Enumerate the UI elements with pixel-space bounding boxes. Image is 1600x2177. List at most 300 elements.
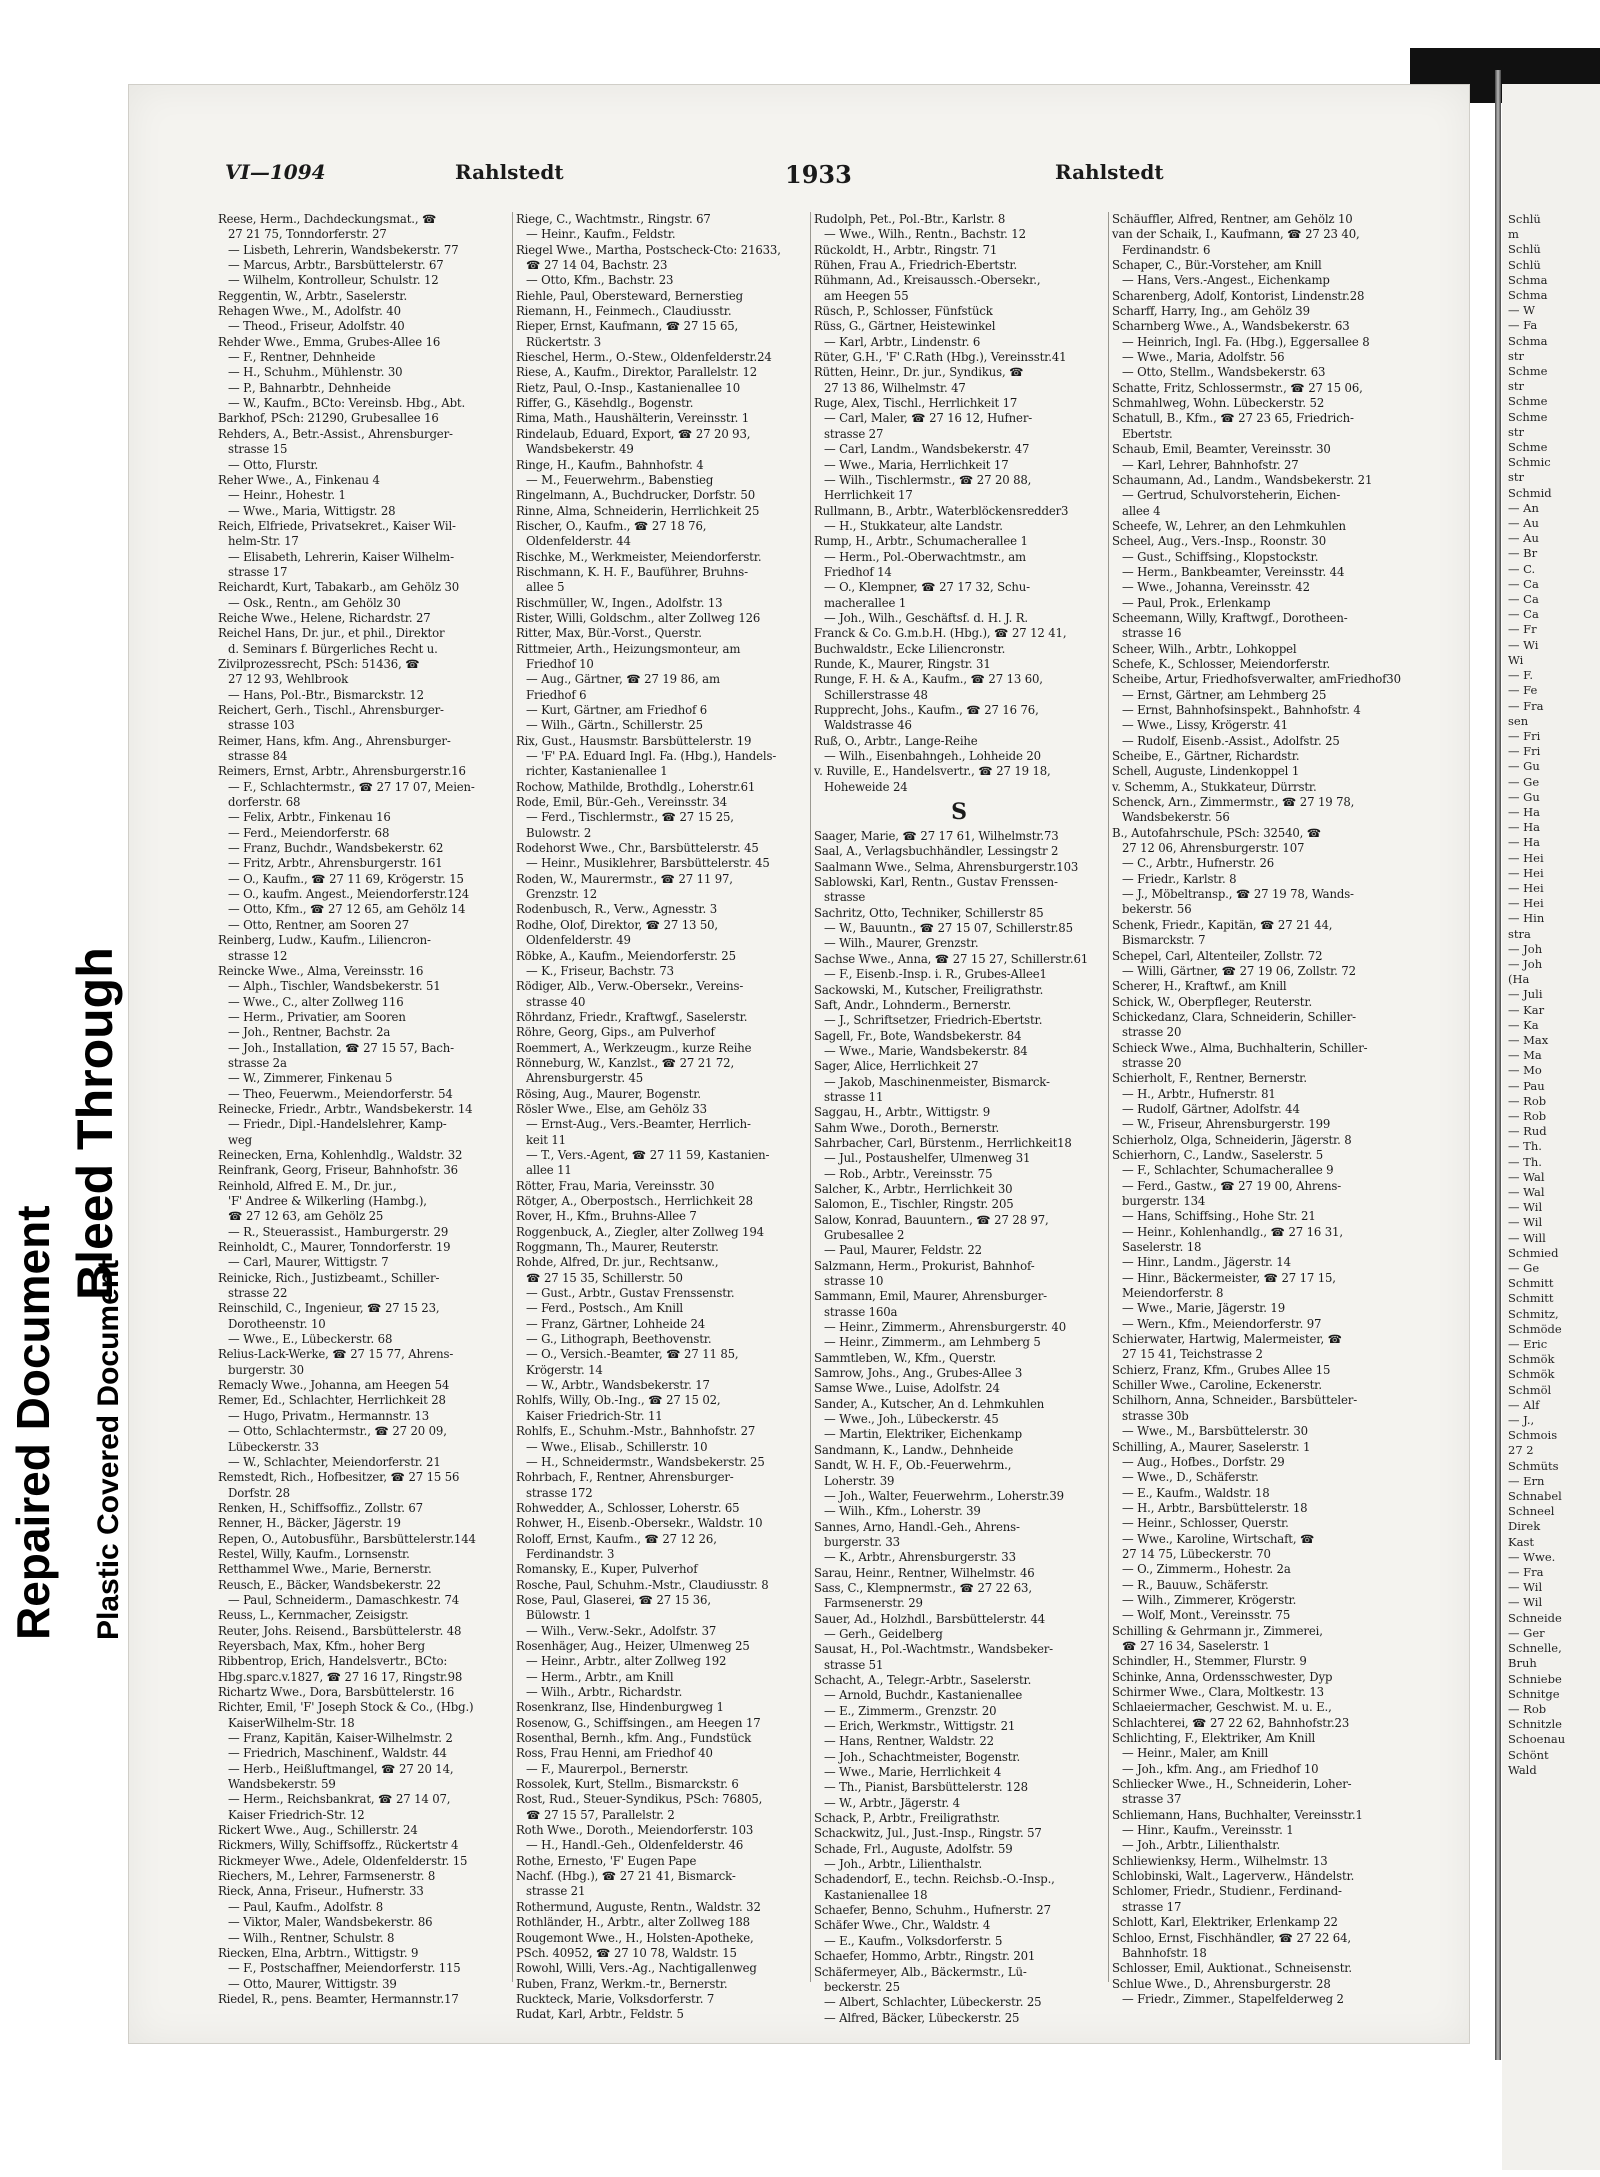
directory-entry-line: Reichert, Gerh., Tischl., Ahrensburger- — [218, 703, 444, 717]
right-page-line: — Wwe. — [1508, 1549, 1556, 1564]
page-header — [225, 160, 1465, 194]
directory-entry-line: Rönneburg, W., Kanzlst., ☎ 27 21 72, — [516, 1055, 735, 1070]
directory-entry-line: Rodhe, Olof, Direktor, ☎ 27 13 50, — [516, 917, 718, 932]
directory-entry-line: Rohwedder, A., Schlosser, Loherstr. 65 — [516, 1500, 740, 1515]
directory-entry-line: Rima, Math., Haushälterin, Vereinsstr. 1 — [516, 411, 750, 426]
directory-entry-line: Schinke, Anna, Ordensschwester, Dyp — [1112, 1669, 1333, 1684]
right-page-line: Bruh — [1508, 1656, 1537, 1671]
directory-entry-line: Ruckteck, Marie, Volksdorferstr. 7 — [516, 1991, 715, 2006]
directory-entry-line: Schackwitz, Jul., Just.-Insp., Ringstr. 57 — [814, 1826, 1042, 1841]
directory-entry-line: Schacht, A., Telegr.-Arbtr., Saselerstr. — [814, 1672, 1032, 1687]
directory-entry-line: — Paul, Schneiderm., Damaschkestr. 74 — [228, 1592, 460, 1607]
repaired-label: Repaired Document — [7, 1205, 59, 1640]
directory-entry-line: Reinecken, Erna, Kohlenhdlg., Waldstr. 32 — [218, 1147, 463, 1162]
directory-entry-line: Schirmer Wwe., Clara, Moltkestr. 13 — [1112, 1685, 1324, 1699]
bleed-through-label: Bleed Through — [67, 947, 123, 1300]
directory-entry-line: Nachf. (Hbg.), ☎ 27 21 41, Bismarck- — [516, 1869, 736, 1884]
directory-entry-line: B., Autofahrschule, PSch: 32540, ☎ — [1112, 825, 1322, 840]
directory-entry-line: — Wwe., Marie, Jägerstr. 19 — [1122, 1301, 1285, 1316]
directory-entry-line: Reese, Herm., Dachdeckungsmat., ☎ — [218, 212, 437, 226]
directory-entry-line: — Heinr., Maler, am Knill — [1122, 1746, 1269, 1761]
directory-entry-line: Sander, A., Kutscher, An d. Lehmkuhlen — [814, 1396, 1045, 1411]
directory-entry-line: — Heinr., Hohestr. 1 — [228, 488, 346, 503]
directory-entry-line: helm-Str. 17 — [228, 534, 299, 549]
directory-entry-line: — Theod., Friseur, Adolfstr. 40 — [228, 319, 405, 334]
right-page-line: — Wil — [1508, 1200, 1543, 1215]
directory-entry-line: Kaiser Friedrich-Str. 12 — [228, 1807, 365, 1822]
right-page-line: Schmök — [1508, 1367, 1555, 1382]
directory-entry-line: Rohlfs, Willy, Ob.-Ing., ☎ 27 15 02, — [516, 1393, 721, 1408]
directory-entry-line: — Wilh., Zimmerer, Krögerstr. — [1122, 1592, 1297, 1607]
directory-entry-line: 27 21 75, Tonndorferstr. 27 — [228, 227, 387, 242]
directory-entry-line: Reinecke, Friedr., Arbtr., Wandsbekerstr. 14 — [218, 1101, 473, 1116]
directory-entry-line: — Herb., Heißluftmangel, ☎ 27 20 14, — [228, 1761, 454, 1776]
directory-entry-line: Sachritz, Otto, Techniker, Schillerstr 85 — [814, 905, 1044, 920]
directory-entry-line: Schack, P., Arbtr., Freiligrathstr. — [814, 1811, 1000, 1826]
directory-entry-line: Sagell, Fr., Bote, Wandsbekerstr. 84 — [814, 1028, 1022, 1043]
directory-entry-line: Rode, Emil, Bür.-Geh., Vereinsstr. 34 — [516, 795, 727, 810]
directory-entry-line: Roggenbuck, A., Ziegler, alter Zollweg 194 — [516, 1224, 764, 1239]
directory-entry-line: Wandsbekerstr. 49 — [526, 442, 634, 457]
directory-entry-line: — Hans, Pol.-Btr., Bismarckstr. 12 — [228, 687, 424, 702]
directory-entry-line: — Wwe., D., Schäferstr. — [1122, 1470, 1259, 1485]
directory-entry-line: — Paul, Maurer, Feldstr. 22 — [824, 1243, 982, 1258]
directory-entry-line: — Elisabeth, Lehrerin, Kaiser Wilhelm- — [228, 549, 454, 564]
right-page-line: — Hei — [1508, 865, 1544, 880]
directory-entry-line: — Wolf, Mont., Vereinsstr. 75 — [1122, 1608, 1291, 1623]
right-page-line: Schmid — [1508, 485, 1552, 500]
directory-entry-line: burgerstr. 134 — [1122, 1194, 1206, 1208]
right-page-line: stra — [1508, 926, 1531, 941]
right-page-line: — Th. — [1508, 1154, 1542, 1169]
directory-entry-line: Schilhorn, Anna, Schneider., Barsbütteler- — [1112, 1393, 1358, 1408]
directory-entry-line: v. Schemm, A., Stukkateur, Dürrstr. — [1112, 779, 1317, 794]
directory-entry-line: — Wilh., Kfm., Loherstr. 39 — [824, 1504, 981, 1519]
right-page-line: — Wil — [1508, 1595, 1543, 1610]
directory-entry-line: Bahnhofstr. 18 — [1122, 1945, 1207, 1960]
right-page-line: — Ge — [1508, 1261, 1540, 1276]
directory-entry-line: Sammtleben, W., Kfm., Querstr. — [814, 1350, 997, 1365]
column-2 — [516, 212, 806, 2022]
directory-entry-line: ☎ 27 12 63, am Gehölz 25 — [228, 1209, 384, 1224]
directory-entry-line: Rosenthal, Bernh., kfm. Ang., Fundstück — [516, 1731, 752, 1746]
directory-entry-line: Repen, O., Autobusführ., Barsbüttelerstr.144 — [218, 1531, 476, 1546]
directory-entry-line: ☎ 27 15 57, Parallelstr. 2 — [526, 1807, 675, 1822]
right-page-line: — Wil — [1508, 1580, 1543, 1595]
directory-entry-line: Reuter, Johs. Reisend., Barsbüttelerstr. 48 — [218, 1623, 462, 1638]
right-page-line: — Fra — [1508, 698, 1544, 713]
directory-entry-line: Saggau, H., Arbtr., Wittigstr. 9 — [814, 1105, 991, 1120]
directory-entry-line: Rudolph, Pet., Pol.-Btr., Karlstr. 8 — [814, 212, 1006, 226]
right-page-line: Schönt — [1508, 1747, 1549, 1762]
directory-entry-line: Samrow, Johs., Ang., Grubes-Allee 3 — [814, 1366, 1023, 1381]
directory-entry-line: strasse 10 — [824, 1274, 884, 1289]
right-page-line: Schmitt — [1508, 1291, 1554, 1306]
directory-entry-line: Reyersbach, Max, Kfm., hoher Berg — [218, 1638, 425, 1653]
directory-entry-line: Rickert Wwe., Aug., Schillerstr. 24 — [218, 1823, 418, 1838]
directory-entry-line: Grubesallee 2 — [824, 1228, 905, 1242]
plastic-covered-label: Plastic Covered Document — [92, 1259, 125, 1640]
right-page-line: — F. — [1508, 668, 1533, 683]
directory-entry-line: strasse 16 — [1122, 626, 1182, 641]
directory-entry-line: am Heegen 55 — [824, 288, 909, 303]
directory-entry-line: Saal, A., Verlagsbuchhändler, Lessingstr 2 — [814, 844, 1059, 859]
directory-entry-line: Saft, Andr., Lohnderm., Bernerstr. — [814, 997, 1012, 1012]
directory-entry-line: Meiendorferstr. 8 — [1122, 1286, 1224, 1301]
directory-entry-line: Rohrbach, F., Rentner, Ahrensburger- — [516, 1470, 734, 1485]
directory-entry-line: Romansky, E., Kuper, Pulverhof — [516, 1562, 698, 1577]
directory-entry-line: — Karl, Lehrer, Bahnhofstr. 27 — [1122, 457, 1299, 472]
right-page-line: — Juli — [1508, 987, 1543, 1002]
directory-entry-line: — Wilh., Rentner, Schulstr. 8 — [228, 1930, 395, 1945]
directory-entry-line: — Ernst, Gärtner, am Lehmberg 25 — [1122, 687, 1327, 702]
directory-entry-line: — Wwe., Marie, Wandsbekerstr. 84 — [824, 1043, 1028, 1058]
right-page-line: Schma — [1508, 333, 1548, 348]
directory-entry-line: Rohde, Alfred, Dr. jur., Rechtsanw., — [516, 1255, 719, 1270]
directory-entry-line: — Joh., Rentner, Bachstr. 2a — [228, 1025, 391, 1040]
directory-entry-line: Waldstrasse 46 — [824, 718, 912, 733]
directory-entry-line: — Aug., Hofbes., Dorfstr. 29 — [1122, 1454, 1285, 1469]
right-page-line: Schme — [1508, 394, 1548, 409]
directory-entry-line: strasse 27 — [824, 426, 884, 441]
directory-entry-line: Röhre, Georg, Gips., am Pulverhof — [516, 1025, 715, 1040]
directory-entry-line: Restel, Willy, Kaufm., Lornsenstr. — [218, 1546, 410, 1561]
directory-entry-line: Rötger, A., Oberpostsch., Herrlichkeit 28 — [516, 1194, 753, 1208]
right-page-line: Schmic — [1508, 455, 1551, 470]
directory-entry-line: Reimers, Ernst, Arbtr., Ahrensburgerstr.16 — [218, 764, 466, 779]
directory-entry-line: Rothländer, H., Arbtr., alter Zollweg 188 — [516, 1915, 750, 1930]
directory-entry-line: Scharff, Harry, Ing., am Gehölz 39 — [1112, 304, 1310, 319]
directory-entry-line: Schlomer, Friedr., Studienr., Ferdinand- — [1112, 1884, 1342, 1899]
directory-entry-line: strasse 17 — [1122, 1899, 1182, 1914]
right-page-line: Schoenau — [1508, 1732, 1566, 1747]
directory-entry-line: Schenk, Friedr., Kapitän, ☎ 27 21 44, — [1112, 917, 1333, 932]
directory-entry-line: — Otto, Schlachtermstr., ☎ 27 20 09, — [228, 1424, 447, 1439]
directory-entry-line: ☎ 27 14 04, Bachstr. 23 — [526, 258, 668, 273]
directory-entry-line: Reusch, E., Bäcker, Wandsbekerstr. 22 — [218, 1577, 441, 1592]
directory-entry-line: Schindler, H., Stemmer, Flurstr. 9 — [1112, 1654, 1307, 1669]
right-page-line: — Ha — [1508, 835, 1541, 850]
right-page-line: — Fa — [1508, 318, 1538, 333]
directory-entry-line: Ahrensburgerstr. 45 — [526, 1071, 644, 1086]
directory-entry-line: — Joh., Arbtr., Lilienthalstr. — [824, 1857, 983, 1872]
directory-entry-line: — Gerh., Geidelberg — [824, 1626, 943, 1641]
directory-entry-line: v. Ruville, E., Handelsvertr., ☎ 27 19 18, — [814, 764, 1051, 779]
right-page-line: Schmitz, — [1508, 1306, 1559, 1321]
right-page-line: — J., — [1508, 1413, 1535, 1428]
directory-entry-line: — Otto, Flurstr. — [228, 457, 319, 472]
directory-entry-line: Rover, H., Kfm., Bruhns-Allee 7 — [516, 1209, 697, 1224]
directory-entry-line: Sauer, Ad., Holzhdl., Barsbüttelerstr. 44 — [814, 1611, 1046, 1626]
directory-entry-line: — H., Schneidermstr., Wandsbekerstr. 25 — [526, 1454, 765, 1469]
directory-entry-line: — Alfred, Bäcker, Lübeckerstr. 25 — [824, 2010, 1020, 2025]
right-page-line: — Fri — [1508, 728, 1541, 743]
directory-entry-line: Wandsbekerstr. 56 — [1122, 810, 1230, 825]
directory-entry-line: d. Seminars f. Bürgerliches Recht u. — [228, 641, 438, 656]
directory-entry-line: strasse 17 — [228, 564, 288, 579]
right-page-line: — Alf — [1508, 1397, 1540, 1412]
directory-entry-line: Reinicke, Rich., Justizbeamt., Schiller- — [218, 1270, 440, 1285]
directory-entry-line: — W., Kaufm., BCto: Vereinsb. Hbg., Abt. — [228, 396, 466, 411]
directory-entry-line: Rosenow, G., Schiffsingen., am Heegen 17 — [516, 1715, 761, 1730]
right-page-line: 27 2 — [1508, 1443, 1534, 1458]
right-page-line: — Ha — [1508, 820, 1541, 835]
right-page-line: — Gu — [1508, 759, 1540, 774]
directory-entry-line: Kastanienallee 18 — [824, 1887, 928, 1902]
right-page-line: — W — [1508, 303, 1535, 318]
right-page-line: Schme — [1508, 409, 1548, 424]
right-page-line: — Mo — [1508, 1063, 1542, 1078]
directory-entry-line: Schaefer, Benno, Schuhm., Hufnerstr. 27 — [814, 1903, 1051, 1918]
directory-entry-line: Oldenfelderstr. 49 — [526, 933, 631, 948]
directory-entry-line: — Otto, Stellm., Wandsbekerstr. 63 — [1122, 365, 1326, 380]
right-page-line: (Ha — [1508, 972, 1530, 987]
directory-entry-line: Sager, Alice, Herrlichkeit 27 — [814, 1059, 979, 1074]
directory-entry-line: Retthammel Wwe., Marie, Bernerstr. — [218, 1562, 432, 1577]
directory-entry-line: Schieck Wwe., Alma, Buchhalterin, Schiller- — [1112, 1040, 1368, 1055]
right-page-line: Schmöl — [1508, 1382, 1552, 1397]
directory-entry-line: — H., Schuhm., Mühlenstr. 30 — [228, 365, 403, 380]
directory-entry-line: Scheefe, W., Lehrer, an den Lehmkuhlen — [1112, 518, 1346, 533]
directory-entry-line: strasse 2a — [228, 1055, 287, 1070]
directory-entry-line: Herrlichkeit 17 — [824, 488, 913, 503]
directory-entry-line: strasse — [824, 890, 866, 905]
directory-entry-line: Bismarckstr. 7 — [1122, 933, 1206, 948]
directory-entry-line: Reggentin, W., Arbtr., Saselerstr. — [218, 288, 408, 303]
directory-entry-line: — W., Zimmerer, Finkenau 5 — [228, 1071, 393, 1086]
directory-entry-line: — Heinrich, Ingl. Fa. (Hbg.), Eggersallee 8 — [1122, 334, 1370, 349]
directory-entry-line: Rix, Gust., Hausmstr. Barsbüttelerstr. 19 — [516, 733, 752, 748]
directory-entry-line: — Viktor, Maler, Wandsbekerstr. 86 — [228, 1915, 433, 1930]
directory-entry-line: strasse 51 — [824, 1657, 884, 1672]
directory-entry-line: Scheel, Aug., Vers.-Insp., Roonstr. 30 — [1112, 534, 1326, 549]
directory-entry-line: Schliecker Wwe., H., Schneiderin, Loher- — [1112, 1777, 1352, 1792]
right-page-line: — Kar — [1508, 1002, 1545, 1017]
directory-entry-line: Samse Wwe., Luise, Adolfstr. 24 — [814, 1381, 1000, 1396]
directory-entry-line: Schmahlweg, Wohn. Lübeckerstr. 52 — [1112, 396, 1325, 411]
directory-entry-line: dorferstr. 68 — [228, 795, 301, 810]
right-page-line: — Rud — [1508, 1124, 1547, 1139]
right-page-line: Schnitzle — [1508, 1717, 1562, 1732]
directory-entry-line: Reher Wwe., A., Finkenau 4 — [218, 472, 380, 487]
directory-entry-line: Sablowski, Karl, Rentn., Gustav Frenssen- — [814, 875, 1058, 890]
directory-entry-line: Rothe, Ernesto, 'F' Eugen Pape — [516, 1853, 697, 1868]
directory-entry-line: — Wwe., Joh., Lübeckerstr. 45 — [824, 1412, 999, 1427]
right-page-line: Schme — [1508, 440, 1548, 455]
directory-entry-line: — Herm., Pol.-Oberwachtmstr., am — [824, 549, 1026, 564]
directory-entry-line: Schliewienksy, Herm., Wilhelmstr. 13 — [1112, 1853, 1328, 1868]
right-page-line: str — [1508, 470, 1525, 485]
directory-entry-line: — Karl, Arbtr., Lindenstr. 6 — [824, 334, 981, 349]
directory-entry-line: — Willi, Gärtner, ☎ 27 19 06, Zollstr. 72 — [1122, 963, 1356, 978]
directory-entry-line: — Marcus, Arbtr., Barsbüttelerstr. 67 — [228, 258, 444, 273]
directory-entry-line: Salomon, E., Tischler, Ringstr. 205 — [814, 1197, 1014, 1212]
directory-entry-line: Runde, K., Maurer, Ringstr. 31 — [814, 656, 991, 671]
right-page-line: — Ge — [1508, 774, 1540, 789]
directory-entry-line: Rühen, Frau A., Friedrich-Ebertstr. — [814, 258, 1018, 273]
directory-entry-line: Schierholz, Olga, Schneiderin, Jägerstr. 8 — [1112, 1132, 1352, 1147]
right-page-line: Wald — [1508, 1762, 1537, 1777]
directory-entry-line: Salzmann, Herm., Prokurist, Bahnhof- — [814, 1258, 1035, 1273]
directory-entry-line: — Hinr., Bäckermeister, ☎ 27 17 15, — [1122, 1270, 1336, 1285]
directory-entry-line: Rüss, G., Gärtner, Heistewinkel — [814, 319, 996, 334]
right-page-line: — Ca — [1508, 576, 1539, 591]
directory-entry-line: — W., Arbtr., Wandsbekerstr. 17 — [526, 1378, 710, 1393]
directory-entry-line: Scheibe, Artur, Friedhofsverwalter, amFriedhof30 — [1112, 672, 1401, 687]
directory-entry-line: strasse 37 — [1122, 1792, 1182, 1807]
directory-entry-line: Schlobinski, Walt., Lagerverw., Händelstr. — [1112, 1869, 1355, 1884]
directory-entry-line: — Lisbeth, Lehrerin, Wandsbekerstr. 77 — [228, 242, 459, 257]
directory-entry-line: Ross, Frau Henni, am Friedhof 40 — [516, 1746, 713, 1761]
directory-entry-line: — F., Eisenb.-Insp. i. R., Grubes-Allee1 — [824, 967, 1047, 982]
directory-entry-line: 27 14 75, Lübeckerstr. 70 — [1122, 1546, 1271, 1561]
right-page-line: Schma — [1508, 288, 1548, 303]
directory-entry-line: Sandmann, K., Landw., Dehnheide — [814, 1442, 1014, 1457]
directory-entry-line: — Osk., Rentn., am Gehölz 30 — [228, 595, 401, 610]
directory-entry-line: Richter, Emil, 'F' Joseph Stock & Co., (Hbg.) — [218, 1700, 474, 1715]
right-page-line: Direk — [1508, 1519, 1541, 1534]
directory-entry-line: Ruß, O., Arbtr., Lange-Reihe — [814, 733, 978, 748]
directory-entry-line: Rose, Paul, Glaserei, ☎ 27 15 36, — [516, 1592, 711, 1607]
right-page-line: — Joh — [1508, 956, 1543, 971]
right-page-line: — Rob — [1508, 1108, 1547, 1123]
directory-entry-line: — O., Kaufm., ☎ 27 11 69, Krögerstr. 15 — [228, 871, 464, 886]
directory-entry-line: — Carl, Maler, ☎ 27 16 12, Hufner- — [824, 411, 1033, 426]
directory-entry-line: Schlott, Karl, Elektriker, Erlenkamp 22 — [1112, 1915, 1338, 1930]
directory-entry-line: Barkhof, PSch: 21290, Grubesallee 16 — [218, 411, 439, 426]
right-page-line: Schlü — [1508, 257, 1541, 272]
directory-entry-line: — Hinr., Kaufm., Vereinsstr. 1 — [1122, 1823, 1294, 1838]
directory-entry-line: — Carl, Maurer, Wittigstr. 7 — [228, 1255, 389, 1270]
directory-entry-line: Rieck, Anna, Friseur., Hufnerstr. 33 — [218, 1884, 424, 1899]
directory-entry-line: — Wwe., Karoline, Wirtschaft, ☎ — [1122, 1531, 1315, 1546]
directory-entry-line: Saalmann Wwe., Selma, Ahrensburgerstr.103 — [814, 859, 1079, 874]
directory-entry-line: Schlue Wwe., D., Ahrensburgerstr. 28 — [1112, 1976, 1331, 1991]
directory-entry-line: — Wwe., Maria, Wittigstr. 28 — [228, 503, 396, 518]
directory-entry-line: Oldenfelderstr. 44 — [526, 534, 631, 549]
page-fold — [1495, 70, 1501, 2060]
directory-entry-line: — Friedr., Dipl.-Handelslehrer, Kamp- — [228, 1117, 447, 1132]
directory-entry-line: Reinberg, Ludw., Kaufm., Liliencron- — [218, 933, 431, 948]
directory-entry-line: — F., Schlachtermstr., ☎ 27 17 07, Meien- — [228, 779, 475, 794]
directory-entry-line: — Heinr., Musiklehrer, Barsbüttelerstr. 45 — [526, 856, 770, 871]
directory-entry-line: strasse 30b — [1122, 1408, 1189, 1423]
directory-entry-line: keit 11 — [526, 1132, 566, 1147]
directory-entry-line: — Herm., Arbtr., am Knill — [526, 1669, 674, 1684]
directory-entry-line: Scheer, Wilh., Arbtr., Lohkoppel — [1112, 641, 1297, 656]
directory-entry-line: Schaumann, Ad., Landm., Wandsbekerstr. 21 — [1112, 472, 1373, 487]
directory-entry-line: 27 13 86, Wilhelmstr. 47 — [824, 380, 966, 395]
directory-entry-line: — H., Stukkateur, alte Landstr. — [824, 518, 1003, 533]
directory-entry-line: Reich, Elfriede, Privatsekret., Kaiser Wil- — [218, 518, 456, 533]
directory-entry-line: Schaefer, Hommo, Arbtr., Ringstr. 201 — [814, 1949, 1036, 1964]
directory-entry-line: — Paul, Kaufm., Adolfstr. 8 — [228, 1899, 384, 1914]
right-page-line: — Pau — [1508, 1078, 1545, 1093]
directory-entry-line: Rischmüller, W., Ingen., Adolfstr. 13 — [516, 595, 723, 610]
directory-entry-line: — F., Rentner, Dehnheide — [228, 350, 376, 365]
directory-entry-line: Riegel Wwe., Martha, Postscheck-Cto: 21633, — [516, 242, 781, 257]
directory-entry-line: — Ernst-Aug., Vers.-Beamter, Herrlich- — [526, 1117, 751, 1132]
right-page-line: — Rob — [1508, 1701, 1547, 1716]
directory-entry-line: Schatull, B., Kfm., ☎ 27 23 65, Friedrich- — [1112, 411, 1354, 426]
directory-entry-line: — Wwe., E., Lübeckerstr. 68 — [228, 1332, 393, 1347]
directory-entry-line: — Heinr., Kohlenhandlg., ☎ 27 16 31, — [1122, 1224, 1343, 1239]
right-page-line: — Rob — [1508, 1093, 1547, 1108]
directory-entry-line: Röbke, A., Kaufm., Meiendorferstr. 25 — [516, 948, 736, 963]
directory-entry-line: — Otto, Maurer, Wittigstr. 39 — [228, 1976, 397, 1991]
right-page-line: — Au — [1508, 516, 1539, 531]
directory-entry-line: Renner, H., Bäcker, Jägerstr. 19 — [218, 1516, 401, 1531]
directory-entry-line: — Ferd., Meiendorferstr. 68 — [228, 825, 390, 840]
directory-entry-line: — Hans, Schiffsing., Hohe Str. 21 — [1122, 1209, 1316, 1224]
directory-entry-line: Rietz, Paul, O.-Insp., Kastanienallee 10 — [516, 380, 741, 395]
directory-entry-line: Schäuffler, Alfred, Rentner, am Gehölz 10 — [1112, 212, 1353, 226]
directory-entry-line: — J., Möbeltransp., ☎ 27 19 78, Wands- — [1122, 887, 1354, 902]
directory-entry-line: — Wern., Kfm., Meiendorferstr. 97 — [1122, 1316, 1322, 1331]
directory-entry-line: — Wwe., Marie, Herrlichkeit 4 — [824, 1765, 1002, 1780]
right-page-fragment — [1502, 84, 1600, 2170]
directory-entry-line: Rister, Willi, Goldschm., alter Zollweg 126 — [516, 610, 761, 625]
directory-entry-line: — Wwe., Maria, Adolfstr. 56 — [1122, 350, 1285, 365]
directory-entry-line: Schäfer Wwe., Chr., Waldstr. 4 — [814, 1918, 991, 1933]
directory-entry-line: Rütten, Heinr., Dr. jur., Syndikus, ☎ — [814, 365, 1024, 380]
directory-entry-line: — Heinr., Zimmerm., Ahrensburgerstr. 40 — [824, 1320, 1067, 1335]
directory-entry-line: Schliemann, Hans, Buchhalter, Vereinsstr.1 — [1112, 1807, 1363, 1822]
directory-entry-line: Sandt, W. H. F., Ob.-Feuerwehrm., — [814, 1458, 1012, 1473]
directory-entry-line: — Joh., Walter, Feuerwehrm., Loherstr.39 — [824, 1488, 1064, 1503]
directory-entry-line: — Wilh., Eisenbahngeh., Lohheide 20 — [824, 749, 1041, 764]
right-page-line: — Hei — [1508, 850, 1544, 865]
directory-entry-line: Friedhof 6 — [526, 687, 587, 702]
directory-entry-line: Rohlfs, E., Schuhm.-Mstr., Bahnhofstr. 27 — [516, 1424, 756, 1439]
directory-entry-line: — H., Arbtr., Hufnerstr. 81 — [1122, 1086, 1276, 1101]
directory-entry-line: Loherstr. 39 — [824, 1473, 895, 1488]
directory-columns — [218, 212, 1403, 2025]
directory-entry-line: Roemmert, A., Werkzeugm., kurze Reihe — [516, 1040, 752, 1055]
directory-entry-line: Rudat, Karl, Arbtr., Feldstr. 5 — [516, 2007, 684, 2022]
directory-entry-line: Reuss, L., Kernmacher, Zeisigstr. — [218, 1608, 409, 1623]
right-page-line: — Th. — [1508, 1139, 1542, 1154]
directory-entry-line: Rost, Rud., Steuer-Syndikus, PSch: 76805, — [516, 1792, 763, 1807]
directory-entry-line: Schadendorf, E., techn. Reichsb.-O.-Insp., — [814, 1872, 1055, 1887]
directory-entry-line: Roggmann, Th., Maurer, Reuterstr. — [516, 1240, 719, 1255]
directory-entry-line: Riehle, Paul, Obersteward, Bernerstieg — [516, 288, 743, 303]
directory-entry-line: — Otto, Rentner, am Sooren 27 — [228, 917, 410, 932]
right-page-line: — Will — [1508, 1230, 1546, 1245]
header-right-title: Rahlstedt — [1055, 160, 1164, 184]
directory-entry-line: Rodehorst Wwe., Chr., Barsbüttelerstr. 45 — [516, 841, 759, 856]
directory-entry-line: 27 12 06, Ahrensburgerstr. 107 — [1122, 841, 1305, 856]
directory-entry-line: — Joh., Wilh., Geschäftsf. d. H. J. R. — [824, 610, 1028, 625]
directory-entry-line: — Wwe., Maria, Herrlichkeit 17 — [824, 457, 1009, 472]
right-page-line: Schme — [1508, 364, 1548, 379]
directory-entry-line: Relius-Lack-Werke, ☎ 27 15 77, Ahrens- — [218, 1347, 454, 1362]
directory-entry-line: Rehagen Wwe., M., Adolfstr. 40 — [218, 304, 401, 319]
directory-entry-line: strasse 172 — [526, 1485, 593, 1500]
right-page-line: — Max — [1508, 1032, 1549, 1047]
directory-entry-line: Rosche, Paul, Schuhm.-Mstr., Claudiusstr. 8 — [516, 1577, 769, 1592]
right-page-line: sen — [1508, 713, 1529, 728]
directory-entry-line: — Arnold, Buchdr., Kastanienallee — [824, 1688, 1023, 1703]
directory-entry-line: Dorfstr. 28 — [228, 1485, 290, 1500]
directory-entry-line: Ringe, H., Kaufm., Bahnhofstr. 4 — [516, 457, 704, 472]
directory-entry-line: Roloff, Ernst, Kaufm., ☎ 27 12 26, — [516, 1531, 717, 1546]
directory-entry-line: — 'F' P.A. Eduard Ingl. Fa. (Hbg.), Handels- — [526, 749, 777, 764]
directory-entry-line: strasse 12 — [228, 948, 288, 963]
directory-entry-line: Scheemann, Willy, Kraftwgf., Dorotheen- — [1112, 610, 1348, 625]
directory-entry-line: Schade, Frl., Auguste, Adolfstr. 59 — [814, 1841, 1013, 1856]
directory-entry-line: — Gust., Schiffsing., Klopstockstr. — [1122, 549, 1319, 564]
